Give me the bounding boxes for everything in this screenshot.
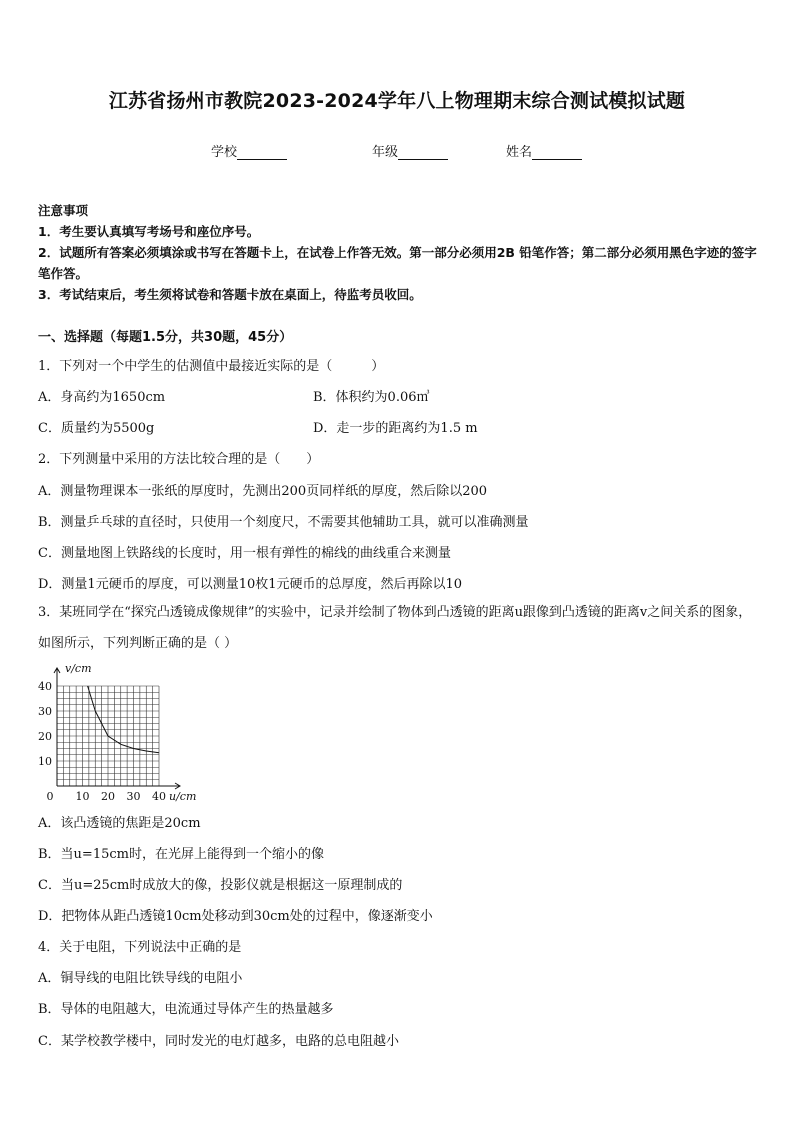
school-label: 学校 — [211, 145, 238, 160]
name-field — [506, 141, 582, 160]
notice-item: 3．考试结束后，考生须将试卷和答题卡放在桌面上，待监考员收回。 — [38, 287, 422, 302]
grade-label: 年级 — [372, 145, 399, 160]
question-3-option-a: A．该凸透镜的焦距是20cm — [38, 816, 201, 831]
question-2-option-a: A．测量物理课本一张纸的厚度时，先测出200页同样纸的厚度，然后除以200 — [38, 484, 488, 499]
name-blank — [532, 145, 582, 160]
question-3-option-c: C．当u=25cm时成放大的像，投影仪就是根据这一原理制成的 — [38, 878, 403, 893]
question-2-option-d: D．测量1元硬币的厚度，可以测量10枚1元硬币的总厚度，然后再除以10 — [38, 577, 463, 592]
x-tick-label: 20 — [101, 790, 115, 803]
grade-field — [372, 141, 448, 160]
question-3-option-d: D．把物体从距凸透镜10cm处移动到30cm处的过程中，像逐渐变小 — [38, 909, 433, 924]
question-1-option-c: C．质量约为5500g — [38, 421, 155, 436]
x-tick-label: 40 — [152, 790, 166, 803]
question-1-option-d: D．走一步的距离约为1.5 m — [313, 421, 478, 436]
question-4-option-b: B．导体的电阻越大，电流通过导体产生的热量越多 — [38, 1002, 334, 1017]
question-4-option-c: C．某学校教学楼中，同时发光的电灯越多，电路的总电阻越小 — [38, 1034, 399, 1049]
school-blank — [237, 145, 287, 160]
name-label: 姓名 — [506, 145, 533, 160]
x-axis — [57, 783, 180, 789]
section-title: 一、选择题（每题1.5分，共30题，45分） — [38, 330, 293, 345]
y-tick-label: 20 — [38, 730, 52, 743]
v-u-curve — [88, 686, 159, 753]
question-4-option-a: A．铜导线的电阻比铁导线的电阻小 — [38, 971, 243, 986]
question-1-option-b: B．体积约为0.06㎥ — [313, 390, 430, 405]
x-tick-label: 0 — [46, 790, 54, 803]
y-tick-label: 10 — [38, 755, 52, 768]
question-2-option-c: C．测量地图上铁路线的长度时，用一根有弹性的棉线的曲线重合来测量 — [38, 546, 451, 561]
x-axis-label: u/cm — [169, 790, 197, 803]
grade-blank — [398, 145, 448, 160]
u-v-graph — [36, 660, 206, 806]
school-field — [211, 141, 287, 160]
question-4-stem: 4．关于电阻，下列说法中正确的是 — [38, 940, 242, 955]
question-3-option-b: B．当u=15cm时，在光屏上能得到一个缩小的像 — [38, 847, 324, 862]
y-axis-label: v/cm — [65, 662, 92, 675]
notice-block — [38, 200, 760, 305]
question-2-stem: 2．下列测量中采用的方法比较合理的是（ ） — [38, 452, 320, 467]
exam-title: 江苏省扬州市教院2023-2024学年八上物理期末综合测试模拟试题 — [108, 90, 686, 112]
question-1-stem: 1．下列对一个中学生的估测值中最接近实际的是（ ） — [38, 359, 385, 374]
y-tick-label: 30 — [38, 705, 52, 718]
y-tick-label: 40 — [38, 680, 52, 693]
question-3-stem: 3．某班同学在“探究凸透镜成像规律”的实验中，记录并绘制了物体到凸透镜的距离u跟像到凸透镜的距离v之间关系的图象，如图所示，下列判断正确的是（ ） — [38, 605, 752, 651]
x-tick-label: 30 — [126, 790, 141, 803]
question-2-option-b: B．测量乒乓球的直径时，只使用一个刻度尺，不需要其他辅助工具，就可以准确测量 — [38, 515, 529, 530]
notice-item: 1．考生要认真填写考场号和座位序号。 — [38, 224, 260, 239]
notice-item: 2．试题所有答案必须填涂或书写在答题卡上，在试卷上作答无效。第一部分必须用2B 铅笔作答；第二部分必须用黑色字迹的签字笔作答。 — [38, 245, 757, 281]
x-tick-label: 10 — [75, 790, 90, 803]
notice-heading: 注意事项 — [38, 203, 89, 218]
question-1-option-a: A．身高约为1650cm — [38, 390, 166, 405]
